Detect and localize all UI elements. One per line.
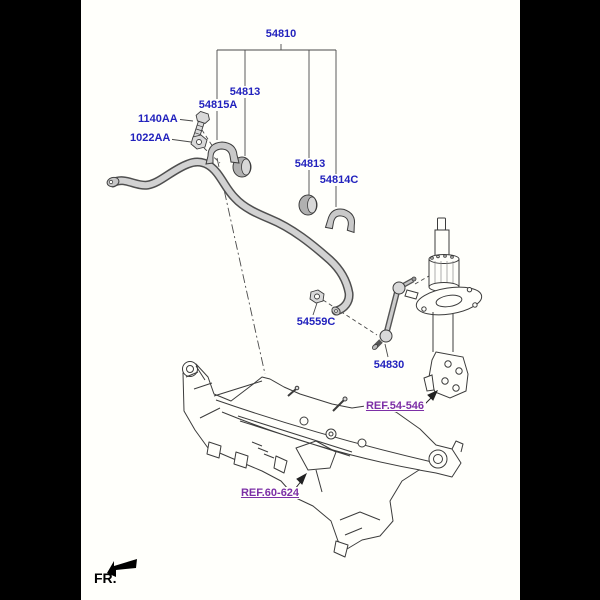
- strut-assembly-drawing: [405, 218, 484, 398]
- label-54830[interactable]: 54830: [373, 359, 405, 371]
- crossmember-drawing: [183, 362, 464, 558]
- label-54559C[interactable]: 54559C: [296, 316, 336, 328]
- bracket-54814C: [325, 207, 357, 233]
- bracket-54815A: [206, 142, 239, 164]
- nut-1022AA-drawing: [191, 135, 207, 149]
- ref-54-546-arrow: [425, 391, 437, 404]
- front-marker-label: FR.: [94, 570, 117, 586]
- label-54813-upper[interactable]: 54813: [229, 86, 261, 98]
- label-1140AA[interactable]: 1140AA: [138, 113, 178, 125]
- label-54814C[interactable]: 54814C: [319, 174, 359, 186]
- ref-link-crossmember[interactable]: REF.60-624: [240, 487, 300, 499]
- stabilizer-link-drawing: [371, 277, 416, 350]
- ref-link-strut[interactable]: REF.54-546: [365, 400, 425, 412]
- nut-54559C-drawing: [310, 290, 324, 303]
- callout-lines: [169, 44, 388, 357]
- label-54815A[interactable]: 54815A: [198, 99, 238, 111]
- label-54810[interactable]: 54810: [265, 28, 297, 40]
- label-54813-lower[interactable]: 54813: [294, 158, 326, 170]
- bushing-lower-54813: [299, 195, 317, 215]
- label-1022AA[interactable]: 1022AA: [130, 132, 171, 144]
